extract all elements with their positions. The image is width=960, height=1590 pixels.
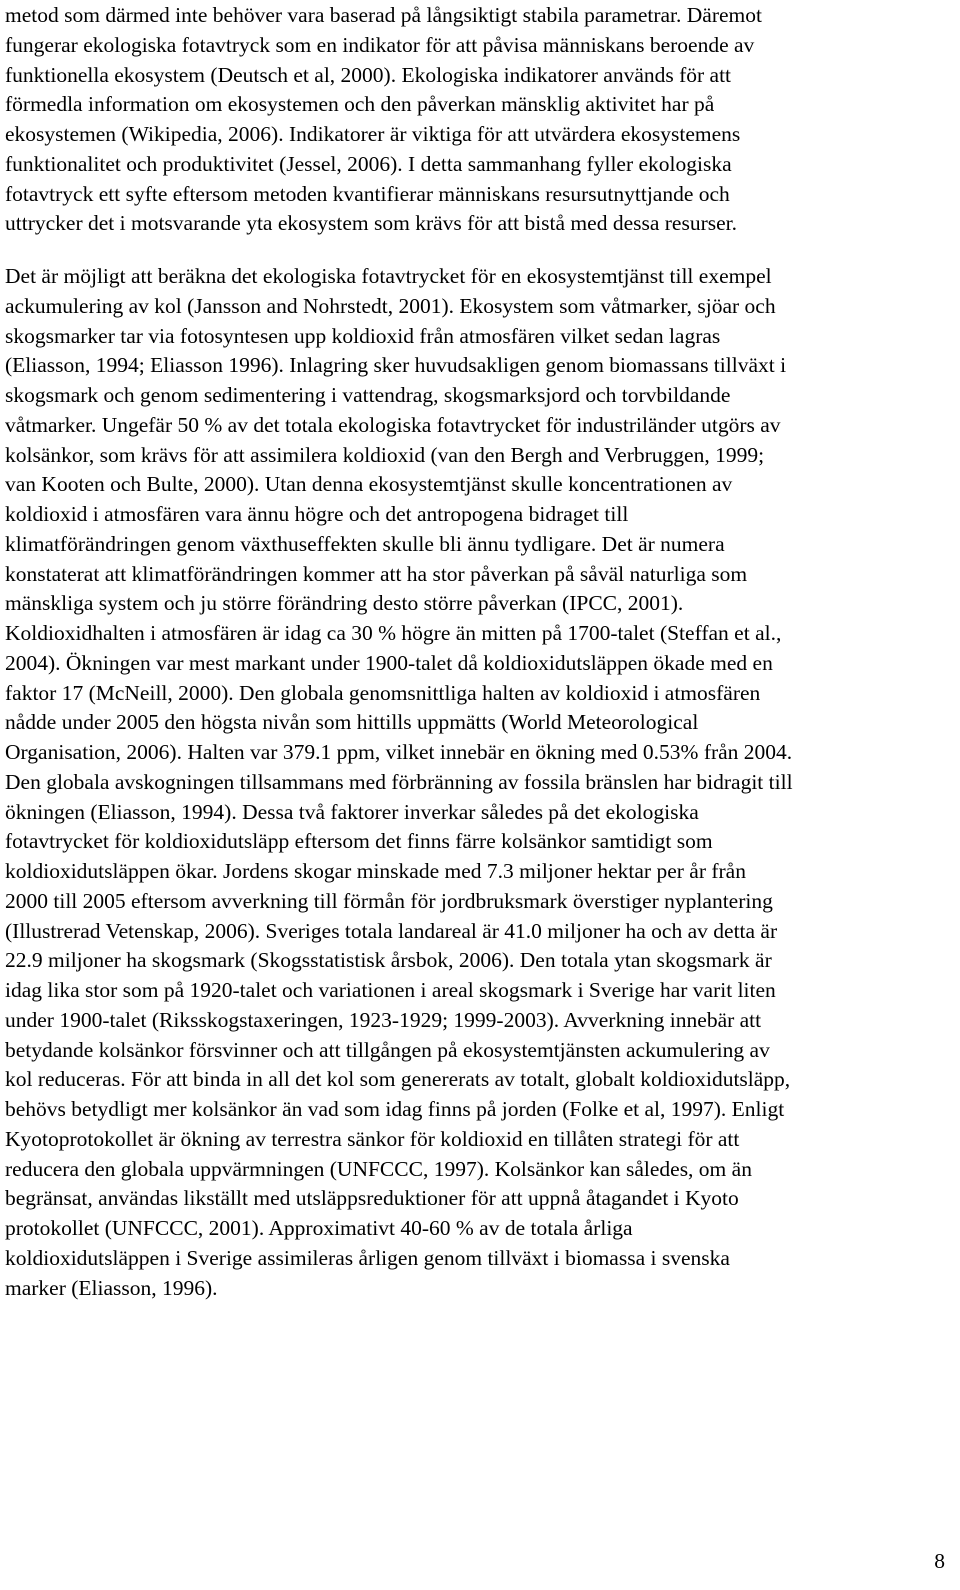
text-line: koldioxidutsläppen i Sverige assimileras årligen genom tillväxt i biomassa i svenska xyxy=(5,1245,730,1270)
text-line: van Kooten och Bulte, 2000). Utan denna ekosystemtjänst skulle koncentrationen av xyxy=(5,472,733,497)
text-line: Koldioxidhalten i atmosfären är idag ca 30 % högre än mitten på 1700-talet (Steffan et al., xyxy=(5,621,782,645)
text-line: idag lika stor som på 1920-talet och variationen i areal skogsmark i Sverige har varit liten xyxy=(5,978,776,1002)
text-line: mänskliga system och ju större förändring desto större påverkan (IPCC, 2001). xyxy=(5,591,684,616)
text-line: koldioxidutsläppen ökar. Jordens skogar minskade med 7.3 miljoner hektar per år från xyxy=(5,859,746,883)
text-line: fotavtrycket för koldioxidutsläpp eftersom det finns färre kolsänkor samtidigt som xyxy=(5,829,713,854)
text-line: kolsänkor, som krävs för att assimilera koldioxid (van den Bergh and Verbruggen, 1999; xyxy=(5,442,765,467)
text-line: Den globala avskogningen tillsammans med förbränning av fossila bränslen har bidragit till xyxy=(5,769,793,794)
text-line: betydande kolsänkor försvinner och att tillgången på ekosystemtjänsten ackumulering av xyxy=(5,1037,770,1062)
text-line: ökningen (Eliasson, 1994). Dessa två faktorer inverkar således på det ekologiska xyxy=(5,799,699,824)
text-line: fotavtryck ett syfte eftersom metoden kvantifierar människans resursutnyttjande och xyxy=(5,181,730,206)
text-line: (Illustrerad Vetenskap, 2006). Sveriges totala landareal är 41.0 miljoner ha och av detta är xyxy=(5,918,778,943)
text-line: faktor 17 (McNeill, 2000). Den globala genomsnittliga halten av koldioxid i atmosfären xyxy=(5,680,761,705)
text-line: funktionalitet och produktivitet (Jessel, 2006). I detta sammanhang fyller ekologiska xyxy=(5,151,732,176)
text-line: funktionella ekosystem (Deutsch et al, 2000). Ekologiska indikatorer används för att xyxy=(5,62,732,87)
text-line: begränsat, användas likställt med utsläppsreduktioner för att uppnå åtagandet i Kyoto xyxy=(5,1186,739,1211)
text-line: protokollet (UNFCCC, 2001). Approximativt 40-60 % av de totala årliga xyxy=(5,1216,633,1240)
text-line: våtmarker. Ungefär 50 % av det totala ekologiska fotavtrycket för industriländer utgörs av xyxy=(5,412,781,437)
text-line: reducera den globala uppvärmningen (UNFCCC, 1997). Kolsänkor kan således, om än xyxy=(5,1156,752,1181)
text-line: 2000 till 2005 eftersom avverkning till förmån för jordbruksmark överstiger nyplantering xyxy=(5,888,773,913)
text-line: koldioxid i atmosfären vara ännu högre och det antropogena bidraget till xyxy=(5,502,629,526)
text-line: fungerar ekologiska fotavtryck som en indikator för att påvisa människans beroende av xyxy=(5,32,755,57)
text-line: konstaterat att klimatförändringen kommer att ha stor påverkan på såväl naturliga som xyxy=(5,561,748,586)
text-line: ackumulering av kol (Jansson and Nohrstedt, 2001). Ekosystem som våtmarker, sjöar och xyxy=(5,293,776,318)
text-line: uttrycker det i motsvarande yta ekosystem som krävs för att bistå med dessa resurser. xyxy=(5,211,737,236)
text-line: 2004). Ökningen var mest markant under 1900-talet då koldioxidutsläppen ökade med en xyxy=(5,650,773,675)
text-line: ekosystemen (Wikipedia, 2006). Indikatorer är viktiga för att utvärdera ekosystemens xyxy=(5,122,741,146)
text-line: behövs betydligt mer kolsänkor än vad som idag finns på jorden (Folke et al, 1997). Enligt xyxy=(5,1097,785,1121)
page-number: 8 xyxy=(934,1549,945,1573)
text-line: Organisation, 2006). Halten var 379.1 ppm, vilket innebär en ökning med 0.53% från 2004. xyxy=(5,740,793,764)
text-line: kol reduceras. För att binda in all det kol som genererats av totalt, globalt koldioxidutsläpp, xyxy=(5,1067,791,1092)
text-line: klimatförändringen genom växthuseffekten skulle bli ännu tydligare. Det är numera xyxy=(5,531,725,556)
text-line: skogsmarker tar via fotosyntesen upp koldioxid från atmosfären vilket sedan lagras xyxy=(5,323,721,348)
text-line: nådde under 2005 den högsta nivån som hittills uppmätts (World Meteorological xyxy=(5,710,699,735)
text-line: förmedla information om ekosystemen och den påverkan mänsklig aktivitet har på xyxy=(5,92,715,117)
text-line: under 1900-talet (Riksskogstaxeringen, 1923-1929; 1999-2003). Avverkning innebär att xyxy=(5,1007,762,1032)
text-line: metod som därmed inte behöver vara baserad på långsiktigt stabila parametrar. Däremot xyxy=(5,3,763,27)
text-line: skogsmark och genom sedimentering i vattendrag, skogsmarksjord och torvbildande xyxy=(5,383,731,407)
text-line: 22.9 miljoner ha skogsmark (Skogsstatistisk årsbok, 2006). Den totala ytan skogsmark är xyxy=(5,948,772,973)
text-line: (Eliasson, 1994; Eliasson 1996). Inlagring sker huvudsakligen genom biomassans tillväxt i xyxy=(5,353,787,378)
document-page xyxy=(5,0,945,1590)
text-line: Det är möjligt att beräkna det ekologiska fotavtrycket för en ekosystemtjänst till exempel xyxy=(5,264,772,288)
text-line: marker (Eliasson, 1996). xyxy=(5,1275,218,1300)
text-line: Kyotoprotokollet är ökning av terrestra sänkor för koldioxid en tillåten strategi för att xyxy=(5,1126,740,1151)
